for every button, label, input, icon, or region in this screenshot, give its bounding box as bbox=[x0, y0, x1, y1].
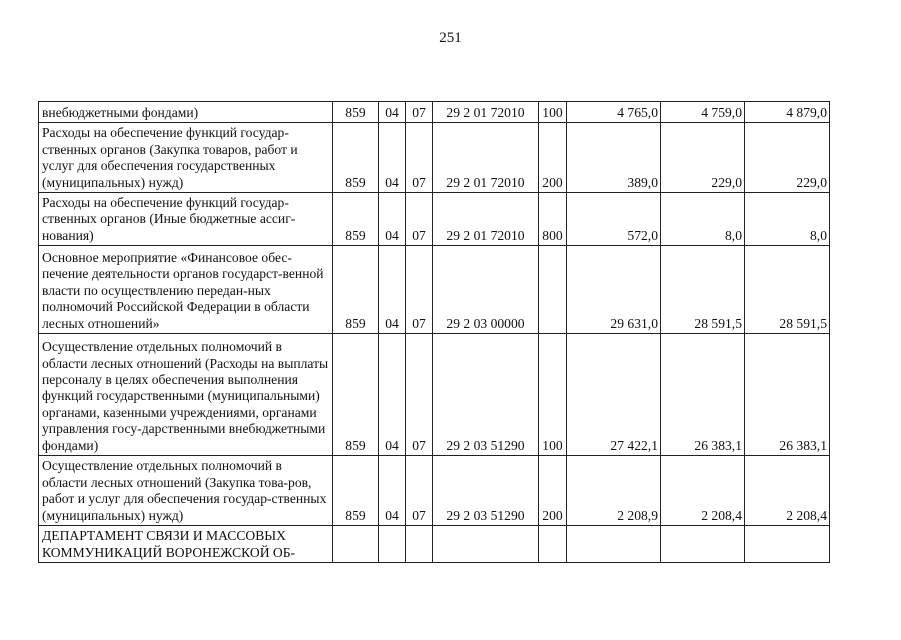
section-code-cell: 04 bbox=[379, 334, 406, 456]
expense-type-cell bbox=[539, 526, 567, 563]
admin-code-cell: 859 bbox=[333, 123, 379, 193]
subsection-code-cell: 07 bbox=[406, 102, 433, 123]
target-article-cell: 29 2 03 00000 bbox=[433, 246, 539, 334]
expense-type-cell: 200 bbox=[539, 456, 567, 526]
expense-name-cell: Осуществление отдельных полномочий в области лесных отношений (Расходы на выплаты персоналу в целях обеспечения выполнения функций государственными (муниципальными) органами, казенными учреждениями, органами управления госу-дарственными внебюджетными фондами) bbox=[39, 334, 333, 456]
section-code-cell: 04 bbox=[379, 193, 406, 246]
expense-type-cell: 100 bbox=[539, 102, 567, 123]
table-row bbox=[39, 123, 830, 193]
subsection-code-cell: 07 bbox=[406, 193, 433, 246]
expense-type-cell: 100 bbox=[539, 334, 567, 456]
target-article-cell: 29 2 01 72010 bbox=[433, 102, 539, 123]
amount-year2-cell: 2 208,4 bbox=[661, 456, 745, 526]
admin-code-cell: 859 bbox=[333, 193, 379, 246]
target-article-cell: 29 2 03 51290 bbox=[433, 334, 539, 456]
section-code-cell: 04 bbox=[379, 102, 406, 123]
expense-type-cell bbox=[539, 246, 567, 334]
amount-year1-cell: 572,0 bbox=[567, 193, 661, 246]
amount-year2-cell: 8,0 bbox=[661, 193, 745, 246]
amount-year3-cell: 4 879,0 bbox=[745, 102, 830, 123]
amount-year3-cell: 229,0 bbox=[745, 123, 830, 193]
amount-year1-cell: 389,0 bbox=[567, 123, 661, 193]
table-row bbox=[39, 246, 830, 334]
expense-name-cell: Осуществление отдельных полномочий в области лесных отношений (Закупка това-ров, работ и услуг для обеспечения государ-ственных (муниципальных) нужд) bbox=[39, 456, 333, 526]
amount-year3-cell: 26 383,1 bbox=[745, 334, 830, 456]
admin-code-cell: 859 bbox=[333, 102, 379, 123]
target-article-cell: 29 2 03 51290 bbox=[433, 456, 539, 526]
subsection-code-cell bbox=[406, 526, 433, 563]
expense-name-cell: Расходы на обеспечение функций государ-ственных органов (Иные бюджетные ассиг-нования) bbox=[39, 193, 333, 246]
expense-name-cell: Расходы на обеспечение функций государ-ственных органов (Закупка товаров, работ и услуг для обеспечения государственных (муниципальных) нужд) bbox=[39, 123, 333, 193]
subsection-code-cell: 07 bbox=[406, 123, 433, 193]
subsection-code-cell: 07 bbox=[406, 246, 433, 334]
amount-year2-cell: 4 759,0 bbox=[661, 102, 745, 123]
target-article-cell: 29 2 01 72010 bbox=[433, 193, 539, 246]
budget-table bbox=[38, 101, 830, 563]
amount-year1-cell: 2 208,9 bbox=[567, 456, 661, 526]
amount-year3-cell: 28 591,5 bbox=[745, 246, 830, 334]
admin-code-cell bbox=[333, 526, 379, 563]
target-article-cell: 29 2 01 72010 bbox=[433, 123, 539, 193]
amount-year1-cell: 29 631,0 bbox=[567, 246, 661, 334]
amount-year3-cell: 8,0 bbox=[745, 193, 830, 246]
section-code-cell bbox=[379, 526, 406, 563]
section-code-cell: 04 bbox=[379, 456, 406, 526]
target-article-cell bbox=[433, 526, 539, 563]
amount-year2-cell: 26 383,1 bbox=[661, 334, 745, 456]
amount-year3-cell: 2 208,4 bbox=[745, 456, 830, 526]
subsection-code-cell: 07 bbox=[406, 334, 433, 456]
amount-year2-cell bbox=[661, 526, 745, 563]
table-row bbox=[39, 334, 830, 456]
admin-code-cell: 859 bbox=[333, 456, 379, 526]
table-row bbox=[39, 102, 830, 123]
amount-year1-cell bbox=[567, 526, 661, 563]
page-number: 251 bbox=[439, 30, 462, 46]
amount-year2-cell: 229,0 bbox=[661, 123, 745, 193]
admin-code-cell: 859 bbox=[333, 246, 379, 334]
section-code-cell: 04 bbox=[379, 246, 406, 334]
section-code-cell: 04 bbox=[379, 123, 406, 193]
expense-type-cell: 800 bbox=[539, 193, 567, 246]
table-row bbox=[39, 456, 830, 526]
expense-type-cell: 200 bbox=[539, 123, 567, 193]
expense-name-cell: ДЕПАРТАМЕНТ СВЯЗИ И МАССОВЫХ КОММУНИКАЦИЙ ВОРОНЕЖСКОЙ ОБ- bbox=[39, 526, 333, 563]
admin-code-cell: 859 bbox=[333, 334, 379, 456]
table-row bbox=[39, 526, 830, 563]
amount-year2-cell: 28 591,5 bbox=[661, 246, 745, 334]
amount-year3-cell bbox=[745, 526, 830, 563]
subsection-code-cell: 07 bbox=[406, 456, 433, 526]
expense-name-cell: Основное мероприятие «Финансовое обес-печение деятельности органов государст-венной власти по осуществлению передан-ных полномочий Российской Федерации в области лесных отношений» bbox=[39, 246, 333, 334]
expense-name-cell: внебюджетными фондами) bbox=[39, 102, 333, 123]
amount-year1-cell: 4 765,0 bbox=[567, 102, 661, 123]
amount-year1-cell: 27 422,1 bbox=[567, 334, 661, 456]
table-row bbox=[39, 193, 830, 246]
